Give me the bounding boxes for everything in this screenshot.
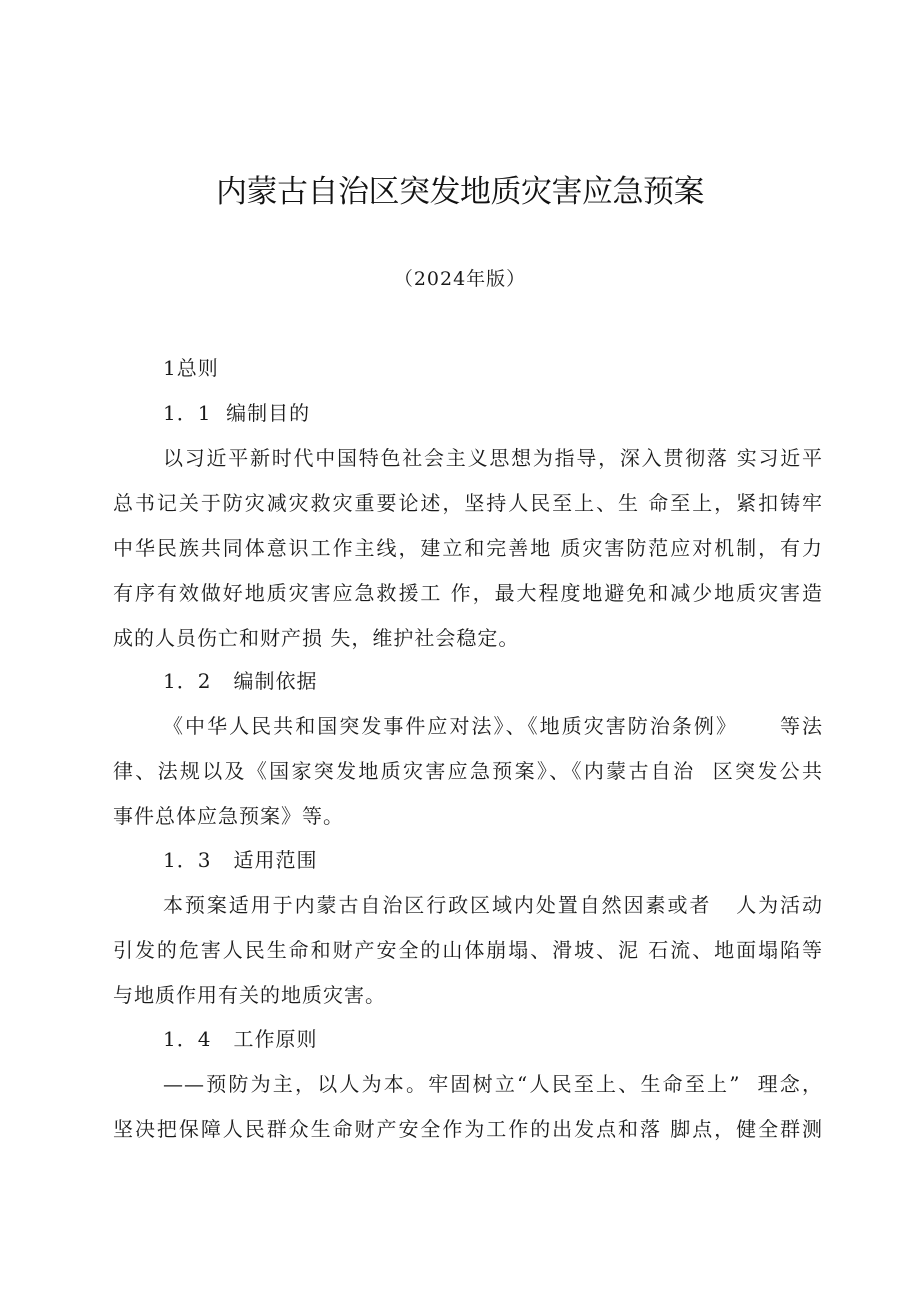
paragraph-line: 引发的危害人民生命和财产安全的山体崩塌、滑坡、泥 石流、地面塌陷等 <box>113 938 823 962</box>
paragraph-scope <box>113 883 823 1018</box>
section-heading-basis: 1．2 编制依据 <box>163 669 318 693</box>
paragraph-line: 《中华人民共和国突发事件应对法》、《地质灾害防治条例》 等法 <box>163 714 823 738</box>
section-heading-general: 1总则 <box>163 356 219 380</box>
paragraph-line: 中华民族共同体意识工作主线，建立和完善地 质灾害防范应对机制，有力 <box>113 536 823 560</box>
paragraph-line: 总书记关于防灾减灾救灾重要论述，坚持人民至上、生 命至上，紧扣铸牢 <box>113 491 823 515</box>
paragraph-line: 以习近平新时代中国特色社会主义思想为指导，深入贯彻落 实习近平 <box>163 446 823 470</box>
paragraph-line: 事件总体应急预案》等。 <box>113 804 344 828</box>
section-heading-purpose: 1．1 编制目的 <box>163 401 311 425</box>
paragraph-principles <box>113 1062 823 1152</box>
document-title: 内蒙古自治区突发地质灾害应急预案 <box>216 174 704 210</box>
paragraph-line: 本预案适用于内蒙古自治区行政区域内处置自然因素或者 人为活动 <box>163 893 823 917</box>
paragraph-line: 律、法规以及《国家突发地质灾害应急预案》、《内蒙古自治 区突发公共 <box>113 759 823 783</box>
section-heading-principles: 1．4 工作原则 <box>163 1027 318 1051</box>
paragraph-line: 有序有效做好地质灾害应急救援工 作，最大程度地避免和减少地质灾害造 <box>113 581 823 605</box>
document-edition: （2024年版） <box>393 268 527 290</box>
paragraph-line: 成的人员伤亡和财产损 失，维护社会稳定。 <box>113 626 520 650</box>
paragraph-line: 坚决把保障人民群众生命财产安全作为工作的出发点和落 脚点，健全群测 <box>113 1117 823 1141</box>
section-heading-scope: 1．3 适用范围 <box>163 848 318 872</box>
paragraph-line: 与地质作用有关的地质灾害。 <box>113 983 386 1007</box>
paragraph-purpose <box>113 436 823 661</box>
paragraph-basis <box>113 704 823 839</box>
paragraph-line: ——预防为主，以人为本。牢固树立“人民至上、生命至上” 理念， <box>163 1072 823 1096</box>
